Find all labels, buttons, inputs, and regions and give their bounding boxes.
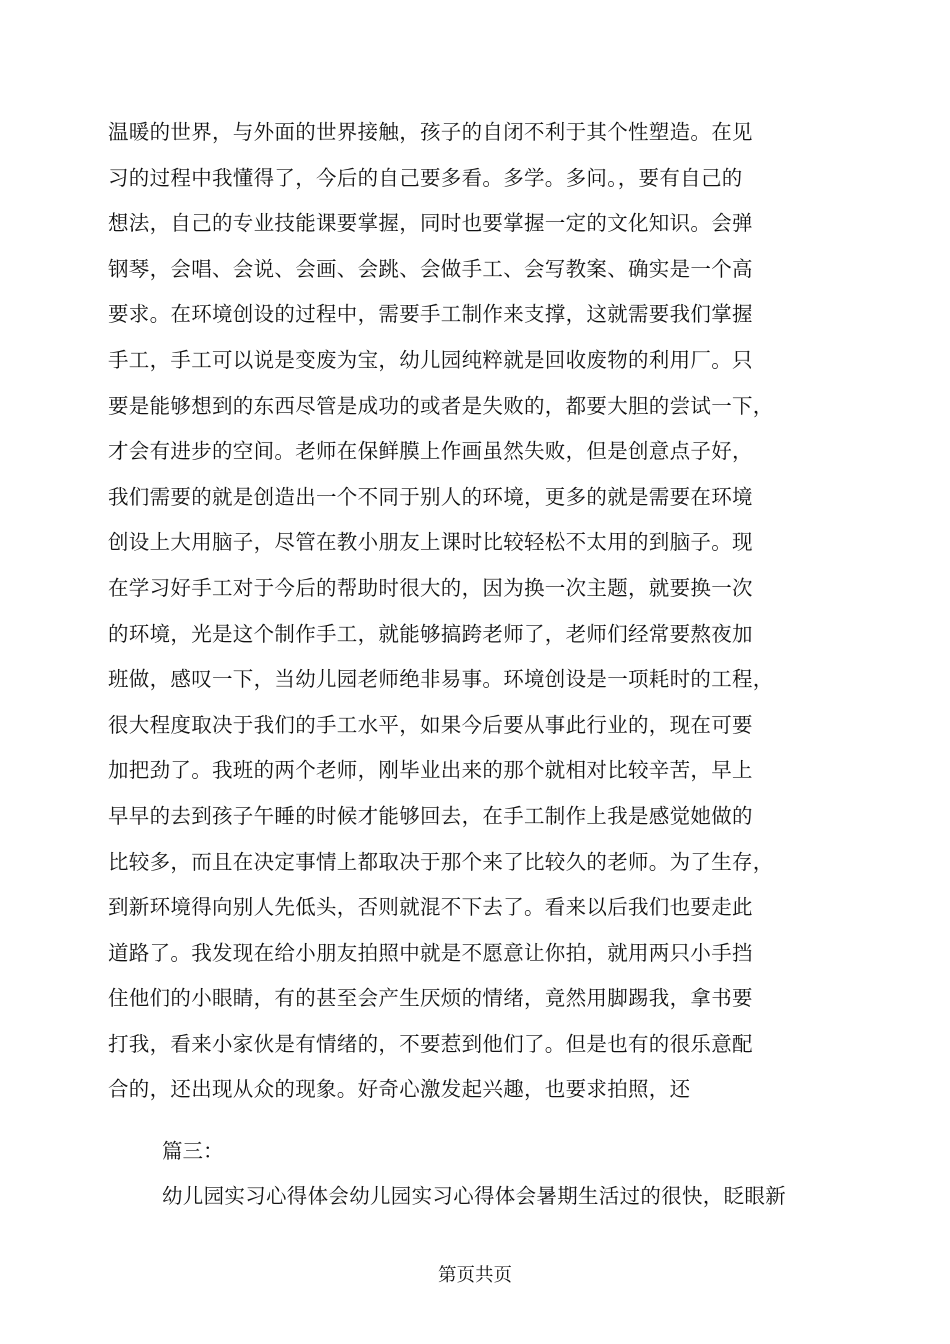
text-line: 要求。在环境创设的过程中，需要手工制作来支撑，这就需要我们掌握: [108, 302, 753, 327]
text-line: 到新环境得向别人先低头，否则就混不下去了。看来以后我们也要走此: [108, 895, 753, 920]
text-line: 手工，手工可以说是变废为宝，幼儿园纯粹就是回收废物的利用厂。只: [108, 347, 753, 372]
text-line: 很大程度取决于我们的手工水平，如果今后要从事此行业的，现在可要: [108, 712, 753, 737]
text-line: 合的，还出现从众的现象。好奇心激发起兴趣，也要求拍照，还: [108, 1077, 691, 1102]
text-line: 加把劲了。我班的两个老师，刚毕业出来的那个就相对比较辛苦，早上: [108, 758, 753, 783]
text-line: 想法，自己的专业技能课要掌握，同时也要掌握一定的文化知识。会弹: [108, 211, 753, 236]
text-line: 温暖的世界，与外面的世界接触，孩子的自闭不利于其个性塑造。在见: [108, 120, 753, 144]
text-line: 班做，感叹一下，当幼儿园老师绝非易事。环境创设是一项耗时的工程，: [108, 667, 774, 692]
text-line: 比较多，而且在决定事情上都取决于那个来了比较久的老师。为了生存，: [108, 849, 774, 874]
page-footer: 第页共页: [437, 1265, 512, 1286]
text-line: 打我，看来小家伙是有情绪的，不要惹到他们了。但是也有的很乐意配: [108, 1031, 753, 1056]
text-line: 在学习好手工对于今后的帮助时很大的，因为换一次主题，就要换一次: [108, 575, 753, 600]
text-line: 早早的去到孩子午睡的时候才能够回去，在手工制作上我是感觉她做的: [108, 803, 753, 828]
text-line: 的环境，光是这个制作手工，就能够搞跨老师了，老师们经常要熬夜加: [108, 621, 753, 646]
text-line: 我们需要的就是创造出一个不同于别人的环境，更多的就是需要在环境: [108, 484, 753, 509]
body-text: [108, 116, 848, 1119]
text-line: 才会有进步的空间。老师在保鲜膜上作画虽然失败，但是创意点子好，: [108, 439, 753, 464]
text-line: 创设上大用脑子，尽管在教小朋友上课时比较轻松不太用的到脑子。现: [108, 530, 753, 555]
text-line: 道路了。我发现在给小朋友拍照中就是不愿意让你拍，就用两只小手挡: [108, 940, 753, 965]
text-line: 习的过程中我懂得了，今后的自己要多看。多学。多问。，要有自己的: [108, 165, 743, 190]
paragraph-first-line: 幼儿园实习心得体会幼儿园实习心得体会暑期生活过的很快，眨眼新: [162, 1184, 786, 1208]
text-line: 住他们的小眼睛，有的甚至会产生厌烦的情绪，竟然用脚踢我，拿书要: [108, 986, 753, 1011]
text-line: 要是能够想到的东西尽管是成功的或者是失败的，都要大胆的尝试一下，: [108, 393, 774, 418]
text-line: 钢琴，会唱、会说、会画、会跳、会做手工、会写教案、确实是一个高: [108, 256, 753, 281]
section-heading: 篇三：: [162, 1139, 224, 1163]
